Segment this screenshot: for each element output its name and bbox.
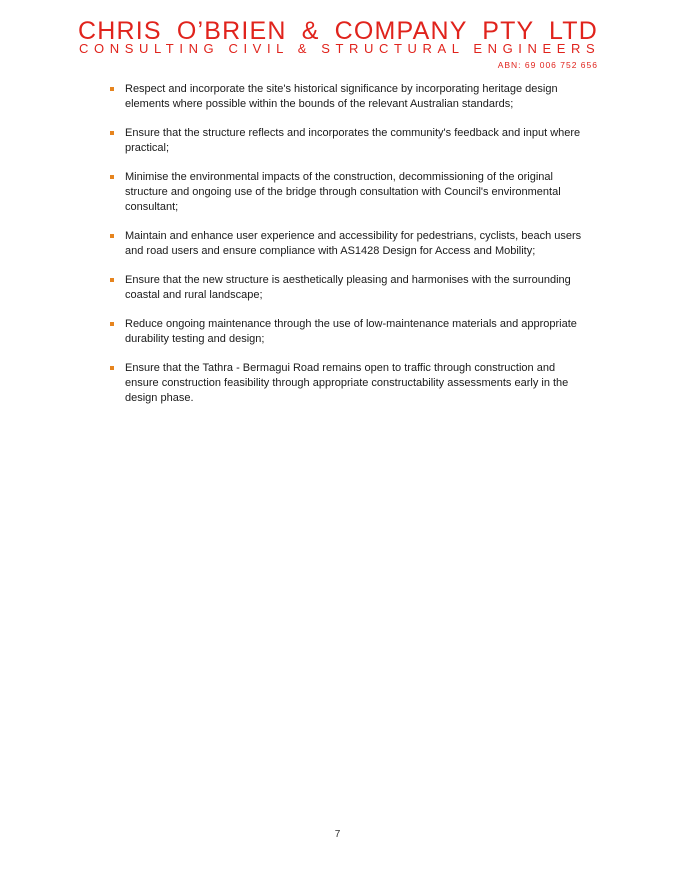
list-item-text: Ensure that the Tathra - Bermagui Road remains open to traffic through construction and ensure construction feasibility through appropriate constructability assessments early in the design phase. [125,362,569,404]
list-item [110,82,590,112]
list-item-text: Ensure that the new structure is aesthetically pleasing and harmonises with the surrounding coastal and rural landscape; [125,274,571,301]
square-bullet-icon [110,278,114,282]
list-item-text: Ensure that the structure reflects and incorporates the community's feedback and input where practical; [125,127,581,154]
list-item [110,126,590,156]
document-body [110,82,590,420]
square-bullet-icon [110,322,114,326]
list-item [110,317,590,347]
list-item-text: Maintain and enhance user experience and accessibility for pedestrians, cyclists, beach users and road users and ensure compliance with AS1428 Design for Access and Mobility; [125,230,582,257]
company-abn: ABN: 69 006 752 656 [497,60,598,70]
list-item [110,170,590,215]
list-item-text: Reduce ongoing maintenance through the use of low-maintenance materials and appropriate durability testing and design; [125,318,577,345]
square-bullet-icon [110,366,114,370]
company-tagline: CONSULTING CIVIL & STRUCTURAL ENGINEERS [79,41,601,56]
list-item-text: Minimise the environmental impacts of the construction, decommissioning of the original structure and ongoing use of the bridge through consultation with Council's environmental consultant; [125,171,561,213]
square-bullet-icon [110,131,114,135]
square-bullet-icon [110,87,114,91]
list-item [110,273,590,303]
letterhead [0,0,675,80]
list-item-text: Respect and incorporate the site's historical significance by incorporating heritage design elements where possible within the bounds of the relevant Australian standards; [125,83,558,110]
page-number: 7 [334,829,341,840]
list-item [110,229,590,259]
square-bullet-icon [110,234,114,238]
company-name: CHRIS O’BRIEN & COMPANY PTY LTD [78,17,598,45]
objectives-list [110,82,590,406]
list-item [110,361,590,406]
square-bullet-icon [110,175,114,179]
